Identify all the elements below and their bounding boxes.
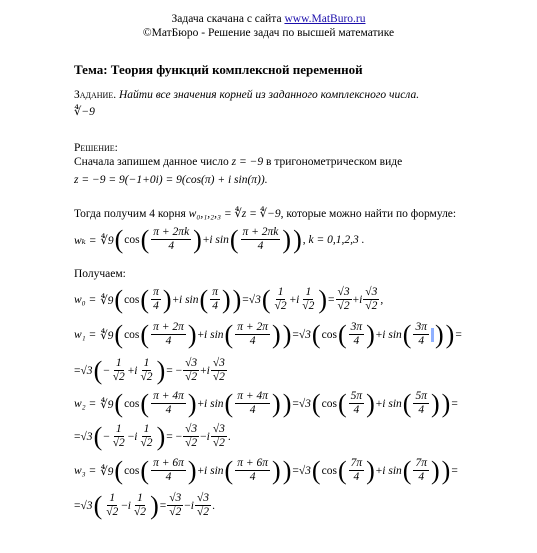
k-range: k = 0,1,2,3 . xyxy=(308,233,365,246)
task-label: Задание. xyxy=(74,89,117,101)
root-w1-result: = √3 ( − $\frac{1}{√2}$ + i $\frac{1}{√2}$ ) = − $\frac{√3}{√2}$ + i $\frac{√3}{√2}$ xyxy=(74,355,225,385)
matburo-link[interactable]: www.MatBuro.ru xyxy=(284,13,366,25)
fraction: $\frac{\pi + 2\pi k}{4}$ xyxy=(153,226,190,252)
root-w1: w₁ = ∜9 ( cos ( $\frac{\pi + 2\pi}{4}$ ) + i sin ( $\frac{\pi + 2\pi}{4}$ ) ) = √3 ( cos ( $\frac{3\pi}{4}$ ) + i sin ( $\frac{3\pi}{4}$ ) ) = xyxy=(74,319,462,349)
copyright-line: ©МатБюро - Решение задач по высшей математике xyxy=(142,27,395,39)
root-w2-result: = √3 ( − $\frac{1}{√2}$ − i $\frac{1}{√2}$ ) = − $\frac{√3}{√2}$ − i $\frac{√3}{√2}$ . xyxy=(74,421,231,451)
task-statement xyxy=(74,89,419,101)
solution-line-3: Тогда получим 4 корня w₀,₁,₂,₃ = ∜z = ∜−9, которые можно найти по формуле: xyxy=(74,208,457,220)
root-w2: w₂ = ∜9 ( cos ( $\frac{\pi + 4\pi}{4}$ ) + i sin ( $\frac{\pi + 4\pi}{4}$ ) ) = √3 ( cos ( $\frac{5\pi}{4}$ ) + i sin ( $\frac{5\pi}{4}$ ) ) = xyxy=(74,388,458,418)
root-w0: w₀ = ∜9 ( cos ( $\frac{\pi}{4}$ ) + i sin ( $\frac{\pi}{4}$ ) ) = √3 ( $\frac{1}{√2}$ + i $\frac{1}{√2}$ ) = $\frac{√3}{√2}$ + i $\frac{√3}{√2}$ , xyxy=(74,284,384,314)
site-credit-line: Задача скачана с сайта www.MatBuro.ru xyxy=(171,13,366,25)
root-formula: wₖ = ∜9 ( cos ( $\frac{\pi + 2\pi k}{4}$ ) + i sin ( $\frac{\pi + 2\pi k}{4}$ ) ) , k = 0,1,2,3 . xyxy=(74,224,365,254)
solution-line-1: Сначала запишем данное число z = −9 в тригонометрическом виде xyxy=(74,156,403,168)
root-w3: w₃ = ∜9 ( cos ( $\frac{\pi + 6\pi}{4}$ ) + i sin ( $\frac{\pi + 6\pi}{4}$ ) ) = √3 ( cos ( $\frac{7\pi}{4}$ ) + i sin ( $\frac{7\pi}{4}$ ) ) = xyxy=(74,455,458,485)
trig-form-equation: z = −9 = 9(−1+0i) = 9(cos(π) + i sin(π)). xyxy=(74,174,268,186)
solution-label: Решение: xyxy=(74,142,118,154)
task-text: Найти все значения корней из заданного комплексного числа. xyxy=(118,89,420,101)
task-expression: ∜−9 xyxy=(74,106,95,118)
fraction: $\frac{\pi + 2\pi k}{4}$ xyxy=(242,226,279,252)
root-w3-result: = √3 ( $\frac{1}{√2}$ − i $\frac{1}{√2}$ ) = $\frac{√3}{√2}$ − i $\frac{√3}{√2}$ . xyxy=(74,490,215,520)
received-label: Получаем: xyxy=(74,268,126,280)
page-title: Тема: Теория функций комплексной переменной xyxy=(74,62,363,77)
text-cursor xyxy=(431,328,434,342)
